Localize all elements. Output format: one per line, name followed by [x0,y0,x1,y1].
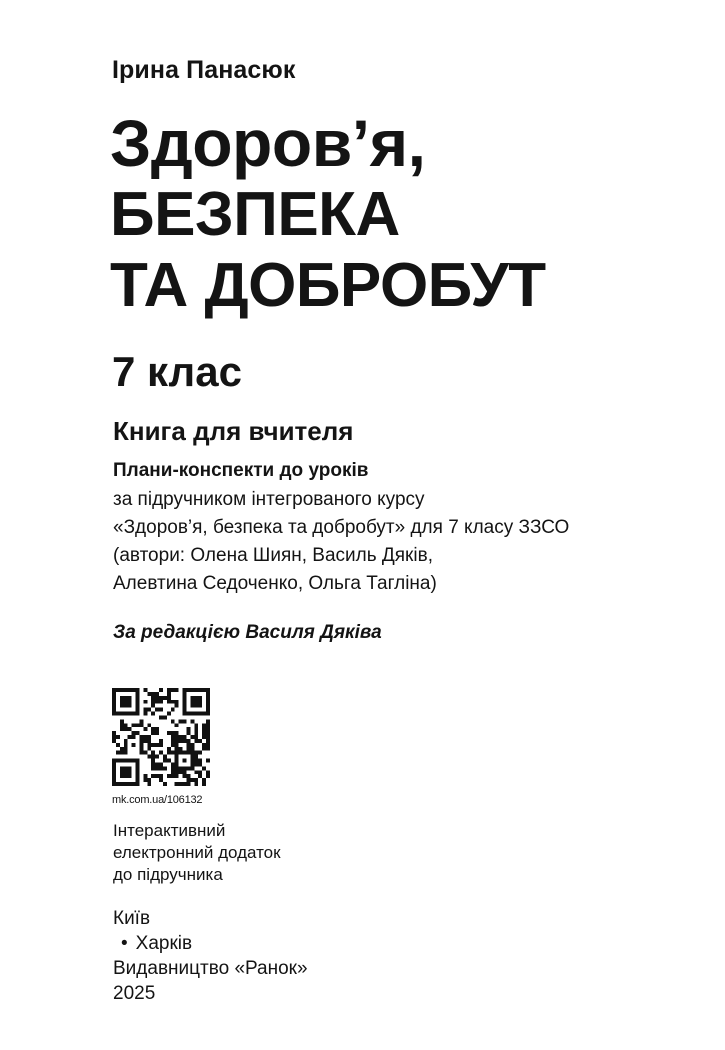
publication-year: 2025 [113,983,156,1004]
city-kharkiv: Харків [135,933,193,954]
editor-credit: За редакцією Василя Дяківа [113,622,382,643]
city-kyiv: Київ [113,908,151,929]
book-title [110,108,546,321]
publisher-name: Видавництво «Ранок» [113,958,308,979]
description-line-2: «Здоров’я, безпека та добробут» для 7 класу ЗЗСО [113,517,570,538]
cities-line [113,906,308,956]
supplement-line-3: до підручника [113,865,223,884]
author-name: Ірина Панасюк [112,56,296,84]
qr-code-icon[interactable] [112,688,210,786]
supplement-note [113,820,281,886]
lesson-plans-heading: Плани-конспекти до уроків [113,460,369,481]
book-subtitle: Книга для вчителя [113,416,354,446]
description-line-4: Алевтина Седоченко, Ольга Таглiна) [113,573,437,594]
supplement-line-1: Інтерактивний [113,821,226,840]
title-line-2: БЕЗПЕКА [110,180,400,249]
title-line-3: ТА ДОБРОБУТ [110,251,546,320]
qr-link[interactable]: mk.com.ua/106132 [112,794,203,806]
publisher-info [113,906,308,1006]
description-block [113,486,569,598]
description-line-1: за підручником інтегрованого курсу [113,489,425,510]
separator-dot: • [121,933,128,954]
supplement-line-2: електронний додаток [113,843,281,862]
description-line-3: (автори: Олена Шиян, Василь Дяків, [113,545,433,566]
title-line-1: Здоров’я, [110,106,426,180]
grade-label: 7 клас [112,348,242,395]
